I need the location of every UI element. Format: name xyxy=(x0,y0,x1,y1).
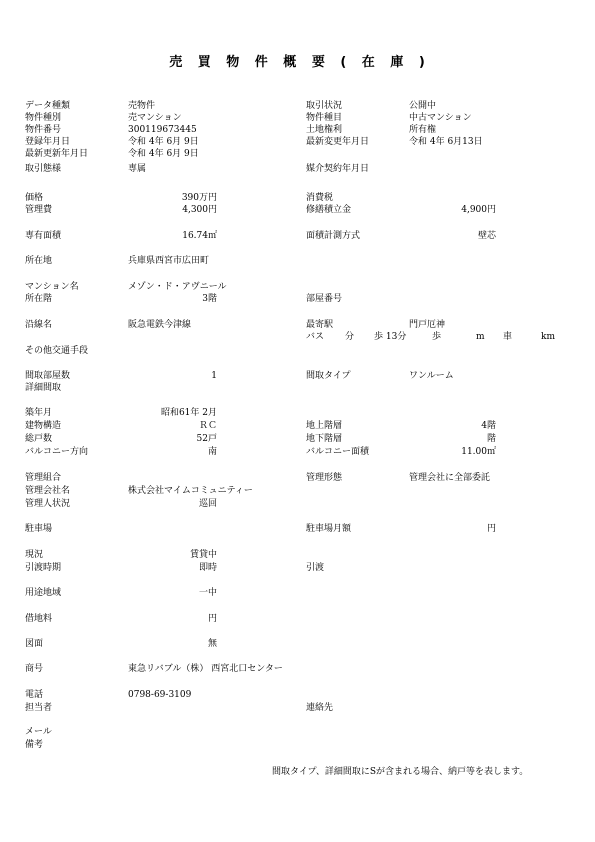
label-room-number: 部屋番号 xyxy=(306,294,343,304)
value-registered-date: 令和 4年 6月 9日 xyxy=(128,137,199,147)
value-last-updated-date: 令和 4年 6月 9日 xyxy=(128,149,199,159)
label-registered-date: 登録年月日 xyxy=(25,137,71,147)
value-management-form: 管理会社に全部委託 xyxy=(409,473,491,483)
value-current-status: 賃貸中 xyxy=(189,550,217,560)
label-land-right: 土地権利 xyxy=(306,125,343,135)
value-land-right: 所有権 xyxy=(409,125,437,135)
label-property-item: 物件種目 xyxy=(306,113,343,123)
value-floor: 3階 xyxy=(202,294,217,304)
label-location: 所在地 xyxy=(25,256,53,266)
label-bus: バス xyxy=(306,332,325,342)
value-floors-below: 階 xyxy=(486,434,496,444)
label-meters: m xyxy=(476,332,485,342)
label-parking: 駐車場 xyxy=(25,524,53,534)
label-nearest-station: 最寄駅 xyxy=(306,320,334,330)
value-room-count: 1 xyxy=(211,371,217,381)
value-parking-monthly-unit: 円 xyxy=(486,524,496,534)
page-title: 売 買 物 件 概 要 ( 在 庫 ) xyxy=(169,55,426,70)
label-walk-distance: 歩 xyxy=(432,332,442,342)
value-transaction-mode: 専属 xyxy=(128,164,147,174)
label-property-kind: 物件種別 xyxy=(25,113,62,123)
label-floor-plan: 図面 xyxy=(25,639,44,649)
value-built-date: 昭和61年 2月 xyxy=(160,408,217,418)
footnote: 間取タイプ、詳細間取にSが含まれる場合、納戸等を表します。 xyxy=(272,767,529,777)
value-floor-plan: 無 xyxy=(207,639,217,649)
label-transaction-mode: 取引態様 xyxy=(25,164,62,174)
label-room-count: 間取部屋数 xyxy=(25,371,71,381)
label-km: km xyxy=(541,332,555,342)
value-data-type: 売物件 xyxy=(128,101,156,111)
value-balcony-direction: 南 xyxy=(207,447,217,457)
label-transaction-status: 取引状況 xyxy=(306,101,343,111)
label-structure: 建物構造 xyxy=(25,421,62,431)
value-nearest-station: 門戸厄神 xyxy=(409,320,446,330)
value-last-changed-date: 令和 4年 6月13日 xyxy=(409,137,483,147)
label-last-changed-date: 最新変更年月日 xyxy=(306,137,370,147)
label-property-number: 物件番号 xyxy=(25,125,62,135)
label-handover: 引渡 xyxy=(306,563,325,573)
label-current-status: 現況 xyxy=(25,550,44,560)
value-walk-minutes: 歩 13分 xyxy=(374,332,407,342)
label-last-updated-date: 最新更新年月日 xyxy=(25,149,89,159)
label-data-type: データ種類 xyxy=(25,101,71,111)
value-floors-above: 4階 xyxy=(481,421,496,431)
value-location: 兵庫県西宮市広田町 xyxy=(128,256,210,266)
label-mansion-name: マンション名 xyxy=(25,282,79,292)
label-brokerage-contract-date: 媒介契約年月日 xyxy=(306,164,370,174)
value-line: 阪急電鉄今津線 xyxy=(128,320,192,330)
value-property-item: 中古マンション xyxy=(409,113,472,123)
label-floors-below: 地下階層 xyxy=(306,434,343,444)
value-mansion-name: メゾン・ド・アヴニール xyxy=(128,282,227,292)
value-structure: ＲＣ xyxy=(198,421,217,431)
value-handover-timing: 即時 xyxy=(198,563,217,573)
label-area-measure-method: 面積計測方式 xyxy=(306,231,361,241)
label-built-date: 築年月 xyxy=(25,408,53,418)
label-email: メール xyxy=(25,727,52,737)
value-management-company: 株式会社マイムコミュニティー xyxy=(128,486,253,496)
label-layout-detail: 詳細間取 xyxy=(25,383,62,393)
label-floors-above: 地上階層 xyxy=(306,421,343,431)
label-person-in-charge: 担当者 xyxy=(25,703,53,713)
label-land-lease-fee: 借地料 xyxy=(25,614,53,624)
value-property-kind: 売マンション xyxy=(128,113,182,123)
value-property-number: 300119673445 xyxy=(128,125,197,135)
label-management-fee: 管理費 xyxy=(25,205,53,215)
label-other-transport: その他交通手段 xyxy=(25,346,89,356)
label-management-form: 管理形態 xyxy=(306,473,343,483)
label-total-units: 総戸数 xyxy=(25,434,53,444)
label-layout-type: 間取タイプ xyxy=(306,371,351,381)
label-zoning: 用途地域 xyxy=(25,588,62,598)
label-phone: 電話 xyxy=(25,690,44,700)
value-zoning: 一中 xyxy=(198,588,217,598)
value-transaction-status: 公開中 xyxy=(409,101,437,111)
value-layout-type: ワンルーム xyxy=(409,371,454,381)
label-balcony-area: バルコニー面積 xyxy=(306,447,370,457)
label-repair-reserve: 修繕積立金 xyxy=(306,205,352,215)
value-balcony-area: 11.00㎡ xyxy=(461,447,496,457)
label-company-name: 商号 xyxy=(25,664,44,674)
value-area-measure-method: 壁芯 xyxy=(477,231,496,241)
label-balcony-direction: バルコニー方向 xyxy=(25,447,89,457)
value-repair-reserve: 4,900円 xyxy=(461,205,496,215)
label-price: 価格 xyxy=(25,193,44,203)
value-manager-status: 巡回 xyxy=(198,499,217,509)
label-remarks: 備考 xyxy=(25,740,44,750)
label-manager-status: 管理人状況 xyxy=(25,499,71,509)
label-exclusive-area: 専有面積 xyxy=(25,231,62,241)
label-contact: 連絡先 xyxy=(306,703,334,713)
label-line: 沿線名 xyxy=(25,320,53,330)
value-exclusive-area: 16.74㎡ xyxy=(182,231,217,241)
label-management-association: 管理組合 xyxy=(25,473,62,483)
label-management-company: 管理会社名 xyxy=(25,486,71,496)
value-land-lease-fee-unit: 円 xyxy=(207,614,217,624)
label-floor: 所在階 xyxy=(25,294,53,304)
label-bus-minutes: 分 xyxy=(345,332,355,342)
value-total-units: 52戸 xyxy=(196,434,217,444)
value-price: 390万円 xyxy=(181,193,217,203)
label-handover-timing: 引渡時期 xyxy=(25,563,62,573)
value-company-name: 東急リバブル（株） 西宮北口センター xyxy=(128,664,283,674)
label-consumption-tax: 消費税 xyxy=(306,193,334,203)
label-parking-monthly: 駐車場月額 xyxy=(306,524,352,534)
value-phone: 0798-69-3109 xyxy=(128,690,192,700)
label-car: 車 xyxy=(503,332,513,342)
value-management-fee: 4,300円 xyxy=(182,205,217,215)
